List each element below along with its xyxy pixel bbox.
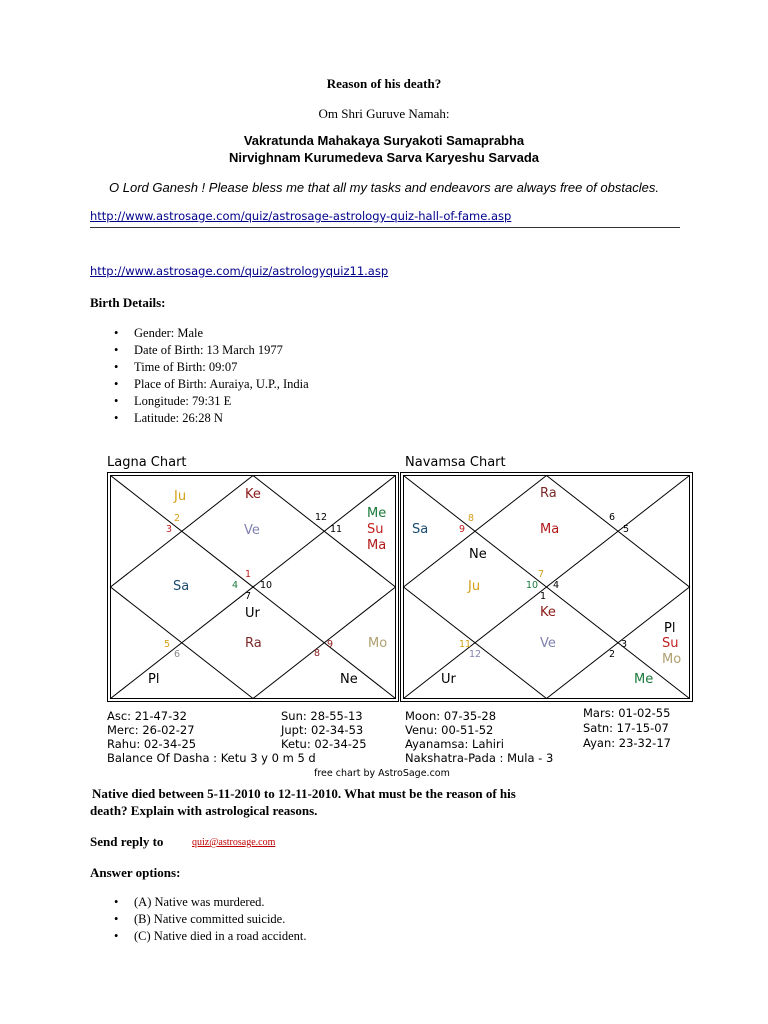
planet-ur: Ur	[441, 672, 456, 687]
house-12: 12	[469, 649, 482, 660]
planet-ur: Ur	[245, 606, 260, 621]
navamsa-chart	[400, 472, 693, 702]
planet-ne: Ne	[340, 672, 358, 687]
answer-options-heading: Answer options:	[90, 865, 181, 880]
house-11: 11	[459, 639, 472, 650]
planet-ma: Ma	[367, 538, 387, 553]
planet-ke: Ke	[245, 487, 261, 502]
planet-ra: Ra	[540, 486, 557, 501]
detail-venu: Venu: 00-51-52	[405, 723, 494, 737]
navamsa-chart-title: Navamsa Chart	[405, 455, 506, 470]
question-line-2: death? Explain with astrological reasons.	[90, 803, 318, 818]
house-10: 10	[526, 580, 539, 591]
detail-moon: Moon: 07-35-28	[405, 709, 497, 723]
planet-pl: Pl	[664, 621, 676, 636]
house-11: 11	[330, 524, 343, 535]
house-1: 1	[245, 569, 252, 580]
house-12: 12	[315, 512, 328, 523]
detail-asc: Asc: 21-47-32	[107, 709, 187, 723]
planet-ve: Ve	[540, 636, 556, 651]
house-7: 7	[538, 569, 545, 580]
house-8: 8	[468, 513, 475, 524]
reply-email-link[interactable]: quiz@astrosage.com	[192, 837, 276, 848]
house-3: 3	[166, 524, 173, 535]
prayer: O Lord Ganesh ! Please bless me that all my tasks and endeavors are always free of obstacles.	[109, 180, 659, 195]
detail-mars: Mars: 01-02-55	[583, 706, 671, 720]
detail-sun: Sun: 28-55-13	[281, 709, 363, 723]
detail-ayanamsa: Ayanamsa: Lahiri	[405, 737, 504, 751]
divider	[90, 227, 680, 228]
chart-credit: free chart by AstroSage.com	[314, 768, 450, 779]
detail-nakshatra: Nakshatra-Pada : Mula - 3	[405, 751, 554, 765]
house-1: 1	[540, 591, 547, 602]
list-item: • Latitude: 26:28 N	[90, 410, 309, 427]
list-item: • Longitude: 79:31 E	[90, 393, 309, 410]
planet-mo: Mo	[368, 636, 388, 651]
list-item: • (A) Native was murdered.	[90, 894, 307, 911]
planet-su: Su	[662, 636, 679, 651]
planet-me: Me	[367, 506, 387, 521]
list-item: • Time of Birth: 09:07	[90, 359, 309, 376]
house-3: 3	[621, 639, 628, 650]
question-line-1: Native died between 5-11-2010 to 12-11-2010. What must be the reason of his	[92, 786, 516, 801]
planet-ne: Ne	[469, 547, 487, 562]
invocation: Om Shri Guruve Namah:	[318, 106, 450, 121]
navamsa-chart-grid	[400, 472, 693, 702]
planet-ju: Ju	[468, 579, 481, 594]
planet-ke: Ke	[540, 605, 556, 620]
planet-ma: Ma	[540, 522, 560, 537]
list-item: • Place of Birth: Auraiya, U.P., India	[90, 376, 309, 393]
house-2: 2	[609, 649, 616, 660]
list-item: • Date of Birth: 13 March 1977	[90, 342, 309, 359]
birth-details-heading: Birth Details:	[90, 295, 166, 310]
answer-options-list	[90, 894, 307, 945]
mantra-line-1: Vakratunda Mahakaya Suryakoti Samaprabha	[243, 133, 525, 148]
list-item: • Gender: Male	[90, 325, 309, 342]
planet-me: Me	[634, 672, 654, 687]
page-title: Reason of his death?	[326, 76, 442, 91]
detail-merc: Merc: 26-02-27	[107, 723, 195, 737]
house-2: 2	[174, 513, 181, 524]
house-6: 6	[609, 512, 616, 523]
house-10: 10	[260, 580, 273, 591]
detail-jupt: Jupt: 02-34-53	[281, 723, 364, 737]
house-8: 8	[314, 648, 321, 659]
lagna-chart	[107, 472, 399, 702]
planet-ju: Ju	[174, 489, 187, 504]
quiz-link[interactable]: http://www.astrosage.com/quiz/astrologyquiz11.asp	[90, 264, 389, 278]
house-5: 5	[623, 524, 630, 535]
lagna-chart-grid	[107, 472, 399, 702]
house-4: 4	[553, 580, 560, 591]
detail-dasha: Balance Of Dasha : Ketu 3 y 0 m 5 d	[107, 751, 316, 765]
planet-ve: Ve	[244, 523, 260, 538]
detail-satn: Satn: 17-15-07	[583, 721, 669, 735]
house-4: 4	[232, 580, 239, 591]
house-5: 5	[164, 639, 171, 650]
detail-rahu: Rahu: 02-34-25	[107, 737, 197, 751]
planet-ra: Ra	[245, 636, 262, 651]
list-item: • (C) Native died in a road accident.	[90, 928, 307, 945]
detail-ayan: Ayan: 23-32-17	[583, 736, 671, 750]
planet-mo: Mo	[662, 652, 682, 667]
list-item: • (B) Native committed suicide.	[90, 911, 307, 928]
reply-label: Send reply to	[90, 834, 164, 849]
hall-of-fame-link[interactable]: http://www.astrosage.com/quiz/astrosage-astrology-quiz-hall-of-fame.asp	[90, 209, 512, 223]
lagna-chart-title: Lagna Chart	[107, 455, 187, 470]
planet-sa: Sa	[173, 579, 190, 594]
planet-su: Su	[367, 522, 384, 537]
detail-ketu: Ketu: 02-34-25	[281, 737, 367, 751]
house-6: 6	[174, 649, 181, 660]
birth-details-list	[90, 325, 309, 427]
planet-sa: Sa	[412, 522, 429, 537]
mantra-line-2: Nirvighnam Kurumedeva Sarva Karyeshu Sarvada	[229, 150, 539, 165]
house-7: 7	[245, 591, 252, 602]
house-9: 9	[327, 639, 334, 650]
planet-pl: Pl	[148, 672, 160, 687]
house-9: 9	[459, 524, 466, 535]
